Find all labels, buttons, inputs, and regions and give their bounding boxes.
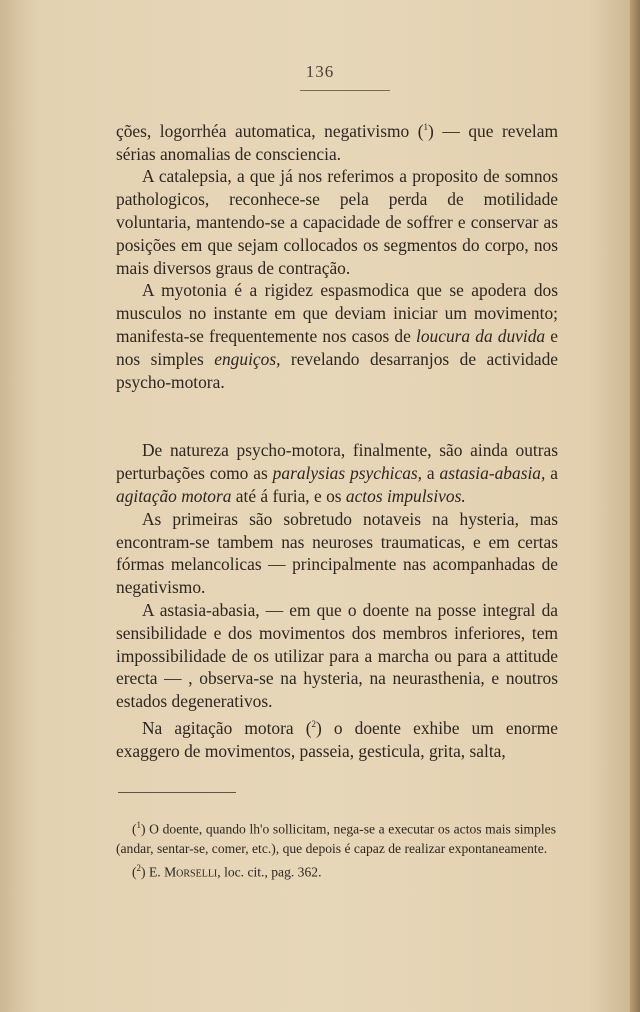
text-run: A catalepsia, a que já nos referimos a proposito de somnos pathologicos, reconhece-se pela perda de motilidade voluntaria, mantendo-se a capacidade de soffrer e conservar as posições em que sejam collocados os segmentos do corpo, nos mais diversos graus de contração. (116, 166, 558, 278)
paragraph-p5 (116, 508, 558, 599)
footnote-fn1 (116, 816, 556, 859)
text-run: A myotonia é a rigidez espasmodica que se apodera dos musculos no instante em que deviam iniciar um movimento; manifesta-se frequentemente nos casos de (116, 280, 558, 346)
italic-text: astasia-abasia, (439, 463, 546, 484)
footnote-marker: 2 (136, 862, 142, 873)
text-run: ( (132, 864, 137, 880)
text-run: ) O doente, quando lh'o sollicitam, nega-se a executar os actos mais simples (andar, sentar-se, comer, etc.), que depois é capaz de realizar expontaneamente. (116, 821, 556, 857)
text-run: As primeiras são sobretudo notaveis na hysteria, mas encontram-se tambem nas neuroses traumaticas, e em certas fórmas melancolicas — principalmente nas acompanhadas de negativismo. (116, 508, 558, 598)
footnote-marker: 1 (136, 820, 142, 830)
footnote-fn2 (116, 859, 556, 882)
footnote-rule (118, 792, 236, 793)
text-run: ) o doente exhibe um enorme exaggero de movimentos, passeia, gesticula, grita, salta, (116, 717, 558, 761)
paragraph-p1 (116, 116, 558, 165)
paragraph-p3 (116, 279, 558, 393)
text-run: , loc. cit., pag. 362. (217, 864, 322, 880)
text-run: a (422, 463, 440, 484)
page-number: 136 (305, 62, 335, 81)
italic-text: loucura da duvida (416, 325, 546, 346)
text-run: ) E. (141, 864, 165, 880)
footnote-marker: 1 (423, 122, 429, 132)
footnote-marker: 2 (311, 718, 317, 729)
text-run: até á furia, e os (231, 485, 346, 506)
italic-text: paralysias psychicas, (272, 463, 422, 484)
text-run: a (545, 463, 558, 484)
italic-text: agitação motora (116, 485, 232, 506)
paragraph-p7 (116, 713, 558, 762)
text-run: Morselli (164, 864, 218, 880)
text-run: revelando desarranjos de actividade psycho-motora. (116, 348, 558, 392)
text-run: e nos simples (116, 325, 558, 369)
italic-text: enguiços, (214, 348, 281, 369)
text-run: A astasia-abasia, — em que o doente na posse integral da sensibilidade e dos movimentos dos membros inferiores, tem impossibilidade de os utilizar para a marcha ou para a attitude erecta — , observa-se na hysteria, na neurasthenia, e noutros estados degenerativos. (116, 599, 558, 712)
text-run: ) — que revelam sérias anomalias de consciencia. (116, 120, 558, 164)
text-run: ( (132, 821, 137, 837)
text-run: ções, logorrhéa automatica, negativismo ( (116, 120, 424, 141)
paragraph-p2 (116, 165, 558, 279)
text-run: Na agitação motora ( (142, 717, 312, 738)
footnotes (116, 816, 556, 882)
body-text (116, 116, 558, 762)
paragraph-p6 (116, 599, 558, 713)
text-run: De natureza psycho-motora, finalmente, são ainda outras perturbações como as (116, 440, 558, 484)
page-edge-shadow (630, 0, 640, 1012)
section-gap (116, 393, 558, 439)
paragraph-p4 (116, 439, 558, 507)
header-rule (300, 90, 390, 91)
italic-text: actos impulsivos. (345, 485, 466, 506)
